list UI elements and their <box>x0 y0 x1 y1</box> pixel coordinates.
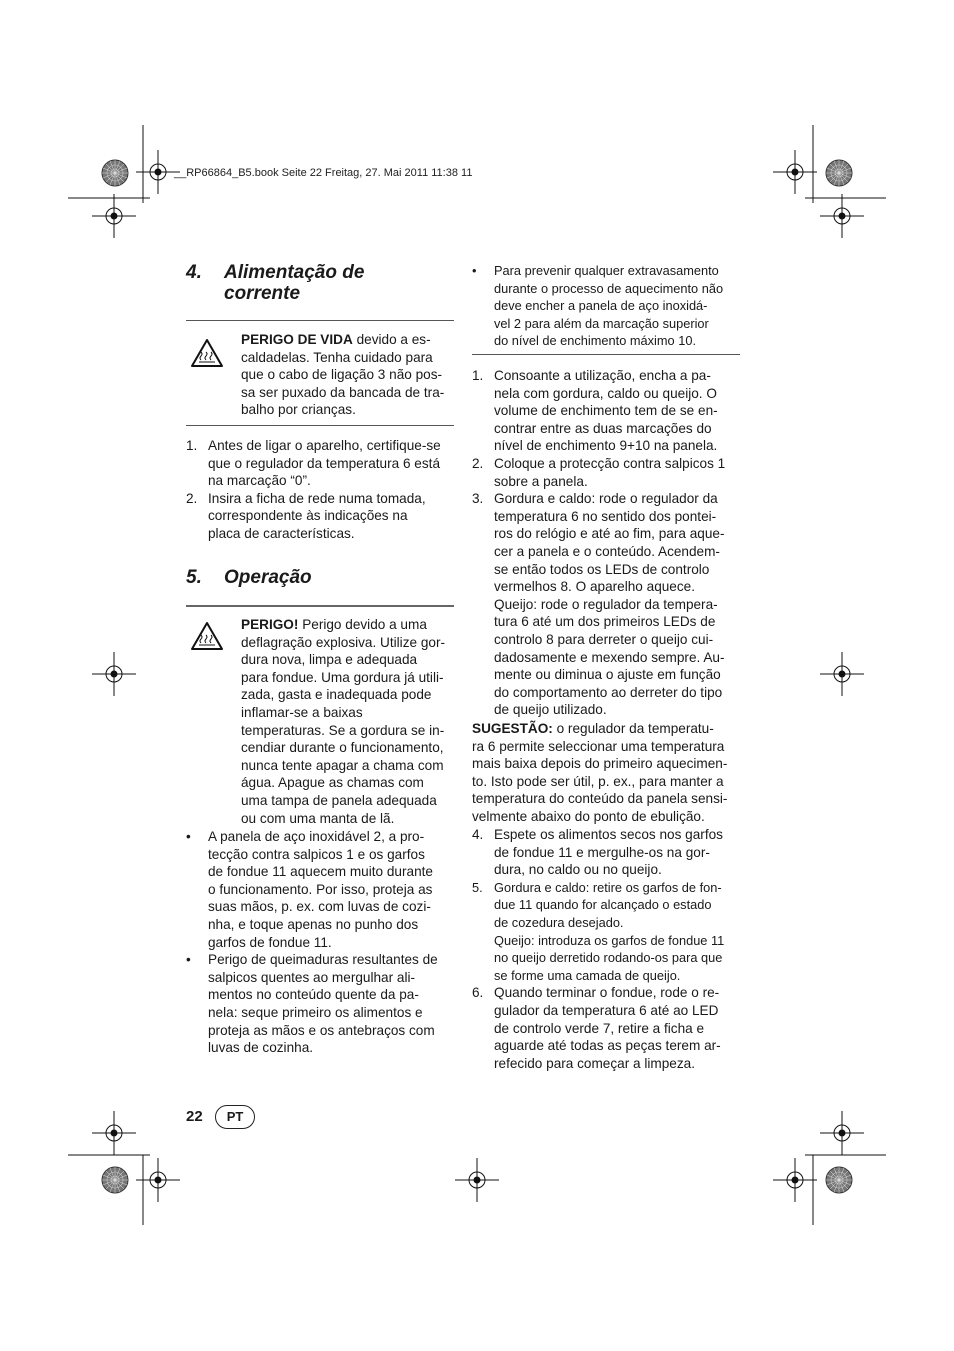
list-item: 2. Coloque a protecção contra salpicos 1 sobre a panela. <box>472 455 726 489</box>
section-5-warning-top-rule <box>186 605 454 607</box>
right-column-divider-rule <box>472 354 740 355</box>
section-4-warning-text: PERIGO DE VIDA devido a es- caldadelas. Tenha cuidado para que o cabo de ligação 3 não pos- sa ser puxado da bancada de tra- balho por crianças. <box>241 332 445 418</box>
section-5-number: 5. <box>186 567 202 588</box>
section-4-warning-top-rule <box>186 320 454 321</box>
list-item: 2. Insira a ficha de rede numa tomada, correspondente às indicações na placa de características. <box>186 490 426 541</box>
section-5-warning-text: PERIGO! Perigo devido a uma deflagração explosiva. Utilize gor- dura nova, limpa e adequada para fondue. Uma gordura já utili- zada, gasta e inadequada pode inflamar-se a baixas temperaturas. Se a gordura se in- cendiar durante o funcionamento, nunca tente apagar a chama com água. Apague as chamas com uma tampa de panela adequada ou com uma manta de lã. <box>241 617 446 826</box>
section-4-steps <box>186 437 461 543</box>
book-file-info: __RP66864_B5.book Seite 22 Freitag, 27. Mai 2011 11:38 11 <box>174 167 473 179</box>
list-item: • Para prevenir qualquer extravasamento durante o processo de aquecimento não deve encher a panela de aço inoxidá- vel 2 para além da marcação superior do nível de enchimento máximo 10. <box>472 263 724 349</box>
right-top-bullet <box>472 262 747 350</box>
tip-lead: SUGESTÃO: <box>472 721 553 736</box>
list-item: 6. Quando terminar o fondue, rode o re- gulador da temperatura 6 até ao LED de controlo verde 7, retire a ficha e aguarde até todas as peças terem ar- refecido para começar a limpeza. <box>472 985 721 1071</box>
hot-surface-warning-icon <box>190 338 224 368</box>
list-item: 1. Consoante a utilização, encha a pa- nela com gordura, caldo ou queijo. O volume de enchimento tem de se en- contrar entre as duas marcações do nível de enchimento 9+10 na panela. <box>472 368 718 454</box>
section-4-warning-bottom-rule <box>186 425 454 426</box>
warning-lead: PERIGO DE VIDA <box>241 332 353 347</box>
list-item: 5. Gordura e caldo: retire os garfos de fon- due 11 quando for alcançado o estado de cozedura desejado. Queijo: introduza os garfos de fondue 11 no queijo derretido rodando-os para que se forme uma camada de queijo. <box>472 879 725 983</box>
list-item: 3. Gordura e caldo: rode o regulador da temperatura 6 no sentido dos pontei- ros do relógio e até ao fim, para aque- cer a panela e o conteúdo. Acendem- se então todos os LEDs de controlo vermelhos 8. O aparelho aquece. Queijo: rode o regulador da tempera- tura 6 até um dos primeiros LEDs de controlo 8 para derreter o queijo cui- dadosamente e mexendo sempre. Au- mente ou diminua o ajuste em função do comportamento ao derreter do tipo de queijo utilizado. <box>472 491 725 718</box>
language-badge: PT <box>215 1105 255 1129</box>
page-number: 22 <box>186 1108 203 1125</box>
section-4-heading <box>186 262 456 306</box>
section-4-number: 4. <box>186 262 202 283</box>
section-5-bullets <box>186 828 461 1057</box>
list-item: 1. Antes de ligar o aparelho, certifique-se que o regulador da temperatura 6 está na marcação “0”. <box>186 438 441 489</box>
operation-steps-4-6 <box>472 826 747 1072</box>
list-item: • Perigo de queimaduras resultantes de salpicos quentes ao mergulhar ali- mentos no conteúdo quente da pa- nela: seque primeiro os alimentos e proteja as mãos e os antebraços com luvas de cozinha. <box>186 952 438 1056</box>
section-5-title: Operação <box>224 567 312 588</box>
hot-surface-warning-icon <box>190 621 224 651</box>
list-item: • A panela de aço inoxidável 2, a pro- tecção contra salpicos 1 e os garfos de fondue 11 aquecem muito durante o funcionamento. Por isso, proteja as suas mãos, p. ex. com luvas de cozi- nha, e toque apenas no punho dos garfos de fondue 11. <box>186 829 433 950</box>
section-5-heading <box>186 567 456 589</box>
list-item: 4. Espete os alimentos secos nos garfos de fondue 11 e mergulhe-os na gor- dura, no caldo ou no queijo. <box>472 827 723 878</box>
tip-paragraph: SUGESTÃO: o regulador da temperatu- ra 6 permite seleccionar uma temperatura mais baixa depois do primeiro aquecimen- to. Isto pode ser útil, p. ex., para manter a temperatura do conteúdo da panela sensi- velmente abaixo do ponto de ebulição. <box>472 721 728 824</box>
warning-lead: PERIGO! <box>241 617 299 632</box>
operation-steps-1-3 <box>472 367 747 719</box>
section-4-title: Alimentação de corrente <box>224 262 365 304</box>
